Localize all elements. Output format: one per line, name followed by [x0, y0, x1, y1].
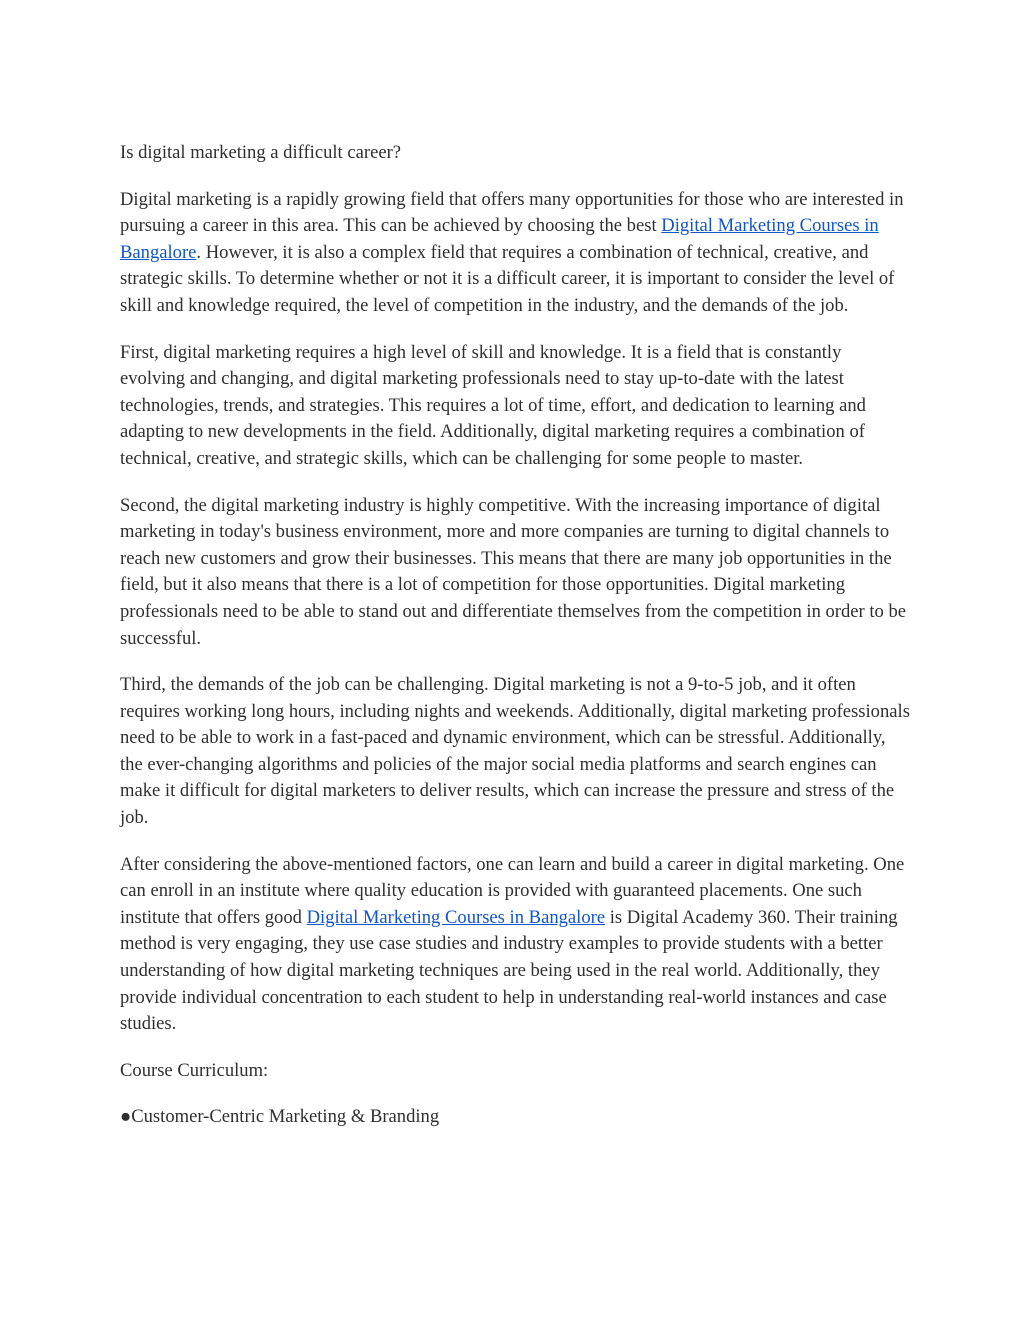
paragraph-intro	[120, 187, 910, 320]
curriculum-label: Course Curriculum:	[120, 1059, 269, 1081]
document-heading: Is digital marketing a difficult career?	[120, 142, 402, 163]
document-page	[120, 140, 910, 1151]
paragraph-conclusion-text-b: is Digital Academy 360. Their training method is very engaging, they use case studies and industry examples to provide students with a better understanding of how digital marketing techniques are being used in the real world. Additionally, they provide individual concentration to each student to help in understanding real-world instances and case studies.	[120, 906, 898, 1035]
paragraph-competition: Second, the digital marketing industry is highly competitive. With the increasing importance of digital marketing in today's business environment, more and more companies are turning to digital channels to reach new customers and grow their businesses. This means that there are many job opportunities in the field, but it also means that there is a lot of competition for those opportunities. Digital marketing professionals need to be able to stand out and differentiate themselves from the competition in order to be successful.	[120, 494, 907, 649]
paragraph-intro-text-a: Digital marketing is a rapidly growing field that offers many opportunities for those who are interested in pursuing a career in this area. This can be achieved by choosing the best	[120, 188, 904, 237]
paragraph-intro-text-b: . However, it is also a complex field that requires a combination of technical, creative, and strategic skills. To determine whether or not it is a difficult career, it is important to consider the level of skill and knowledge required, the level of competition in the industry, and the demands of the job.	[120, 241, 895, 316]
paragraph-demands: Third, the demands of the job can be challenging. Digital marketing is not a 9-to-5 job, and it often requires working long hours, including nights and weekends. Additionally, digital marketing professionals need to be able to work in a fast-paced and dynamic environment, which can be stressful. Additionally, the ever-changing algorithms and policies of the major social media platforms and search engines can make it difficult for digital marketers to deliver results, which can increase the pressure and stress of the job.	[120, 674, 910, 829]
digital-marketing-courses-link-2[interactable]: Digital Marketing Courses in Bangalore	[306, 906, 606, 928]
bullet-icon: ●	[120, 1106, 132, 1128]
digital-marketing-courses-link[interactable]: Digital Marketing Courses in Bangalore	[120, 215, 879, 263]
paragraph-conclusion	[120, 852, 910, 1038]
paragraph-skill: First, digital marketing requires a high level of skill and knowledge. It is a field that is constantly evolving and changing, and digital marketing professionals need to stay up-to-date with the latest technologies, trends, and strategies. This requires a lot of time, effort, and dedication to learning and adapting to new developments in the field. Additionally, digital marketing requires a combination of technical, creative, and strategic skills, which can be challenging for some people to master.	[120, 341, 866, 469]
curriculum-list-item	[120, 1104, 910, 1131]
curriculum-item-label: Customer-Centric Marketing & Branding	[131, 1106, 440, 1128]
paragraph-conclusion-text-a: After considering the above-mentioned factors, one can learn and build a career in digital marketing. One can enroll in an institute where quality education is provided with guaranteed placements. One such institute that offers good	[120, 853, 905, 928]
